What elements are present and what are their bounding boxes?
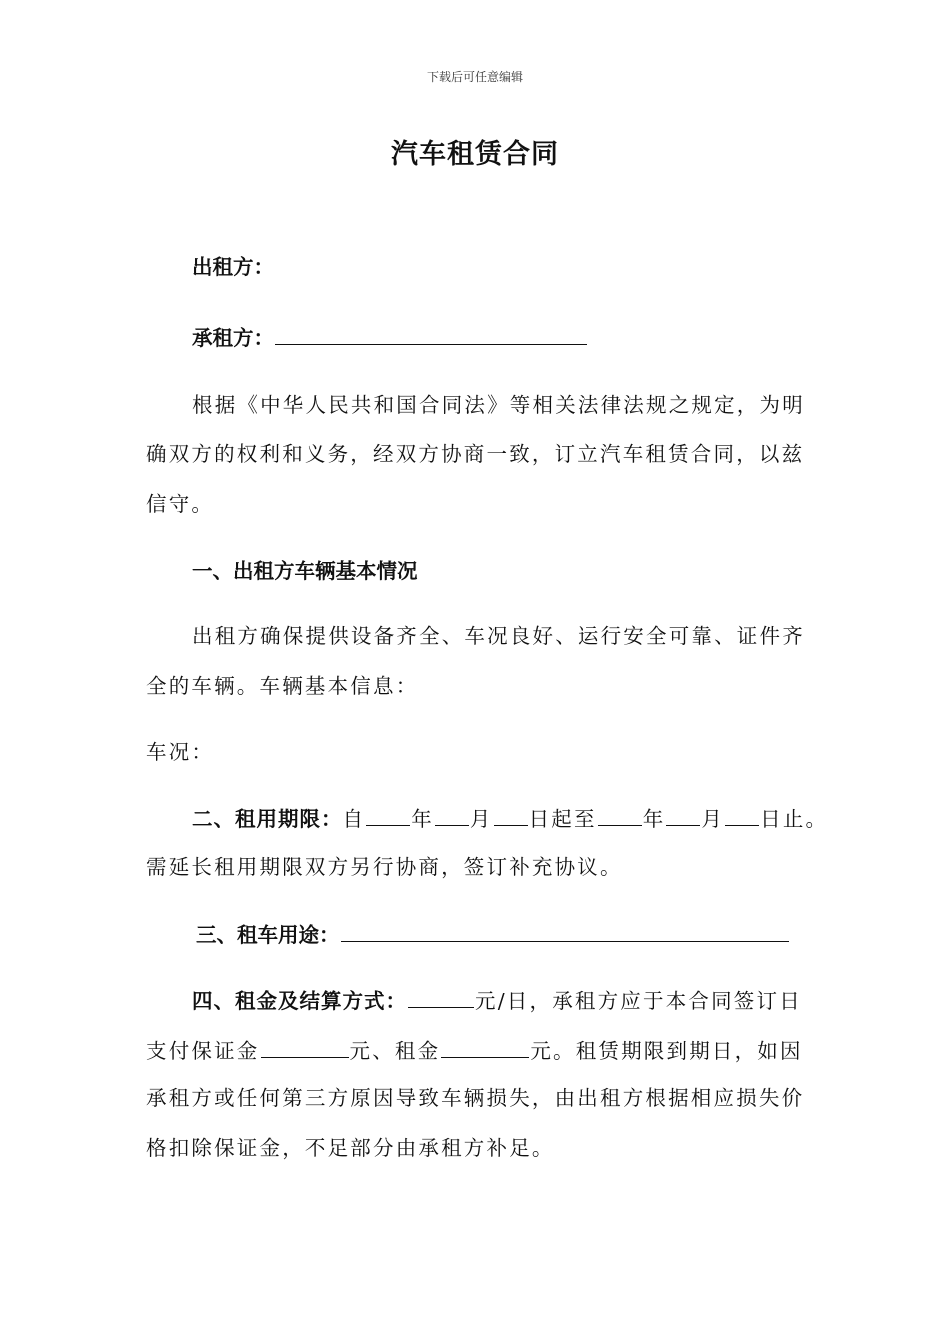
start-year-blank[interactable] — [366, 803, 410, 826]
lessee-label: 承租方： — [192, 326, 274, 350]
section2-line-1 — [192, 803, 828, 833]
year-word-2: 年 — [642, 807, 666, 831]
month-word-1: 月 — [469, 807, 493, 831]
lessor-line — [192, 253, 274, 281]
intro-line-2: 确双方的权利和义务，经双方协商一致，订立汽车租赁合同，以兹 — [146, 442, 805, 466]
document-title: 汽车租赁合同 — [391, 139, 559, 170]
section2-heading: 二、租用期限： — [192, 807, 343, 831]
start-month-blank[interactable] — [435, 803, 469, 826]
from-word: 自 — [342, 807, 366, 831]
end-month-blank[interactable] — [666, 803, 700, 826]
rate-text: 元/日，承租方应于本合同签订日 — [475, 989, 802, 1013]
daily-rate-blank[interactable] — [408, 985, 474, 1008]
section1-line-1: 出租方确保提供设备齐全、车况良好、运行安全可靠、证件齐 — [192, 624, 805, 648]
purpose-blank[interactable] — [341, 919, 789, 942]
vehicle-condition-label: 车况： — [146, 740, 215, 764]
section4-line-1 — [192, 985, 802, 1015]
section1-heading: 一、出租方车辆基本情况 — [192, 559, 418, 583]
year-word-1: 年 — [411, 807, 434, 831]
header-note: 下载后可任意编辑 — [426, 70, 523, 84]
month-word-2: 月 — [701, 807, 725, 831]
start-day-blank[interactable] — [494, 803, 528, 826]
end-year-blank[interactable] — [598, 803, 642, 826]
rent-blank[interactable] — [441, 1035, 529, 1058]
deposit-unit: 元、租金 — [349, 1039, 441, 1063]
section3-heading: 三、租车用途： — [196, 923, 340, 947]
start-day-text: 日起至 — [528, 807, 597, 831]
section3-line — [196, 919, 790, 949]
section2-line-2: 需延长租用期限双方另行协商，签订补充协议。 — [146, 855, 623, 879]
end-day-text: 日止。 — [760, 807, 829, 831]
section1-line-2: 全的车辆。车辆基本信息： — [146, 674, 419, 698]
lessee-blank[interactable] — [275, 322, 587, 345]
deposit-prefix: 支付保证金 — [146, 1039, 260, 1063]
deposit-blank[interactable] — [261, 1035, 349, 1058]
rent-suffix: 元。租赁期限到期日，如因 — [530, 1039, 803, 1063]
end-day-blank[interactable] — [725, 803, 759, 826]
section4-line-2 — [146, 1035, 803, 1065]
lessee-line — [192, 322, 588, 352]
section4-line-3: 承租方或任何第三方原因导致车辆损失，由出租方根据相应损失价 — [146, 1086, 805, 1110]
section4-line-4: 格扣除保证金，不足部分由承租方补足。 — [146, 1136, 555, 1160]
intro-line-1: 根据《中华人民共和国合同法》等相关法律法规之规定，为明 — [192, 393, 805, 417]
intro-line-3: 信守。 — [146, 492, 215, 516]
lessor-label: 出租方： — [192, 255, 274, 279]
section4-heading: 四、租金及结算方式： — [192, 989, 407, 1013]
